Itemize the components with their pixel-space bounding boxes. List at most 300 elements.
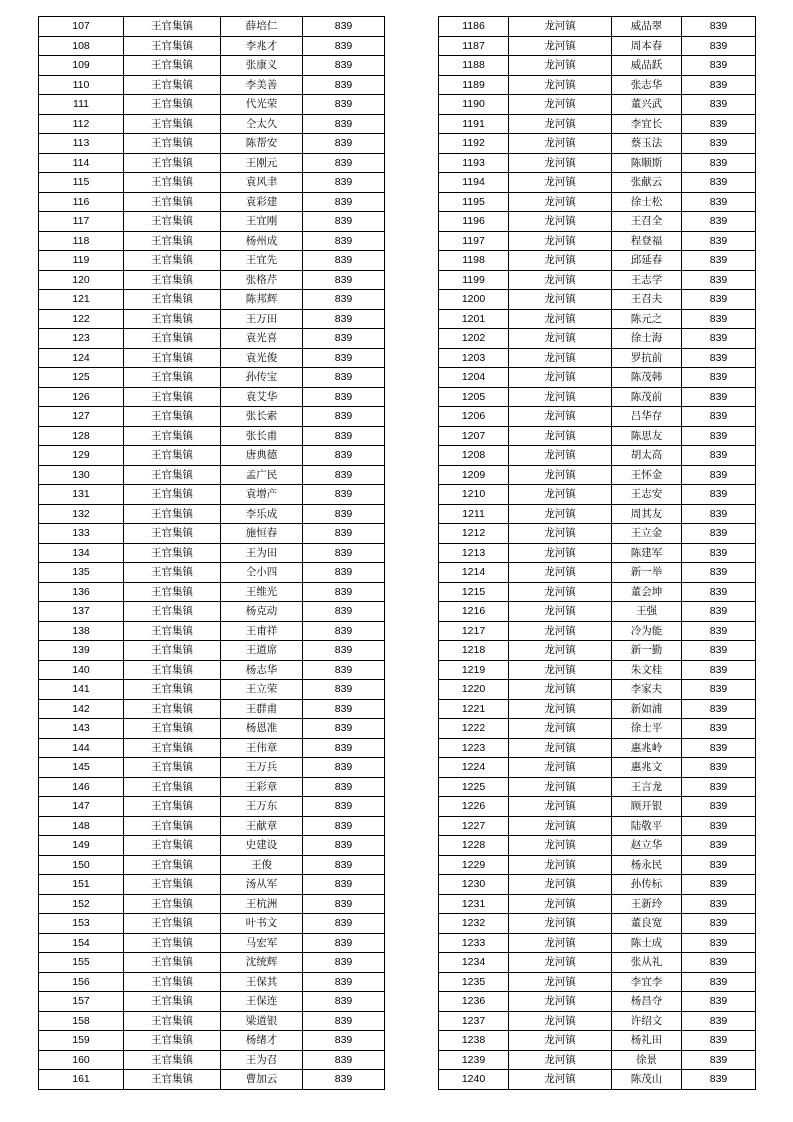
- amount-cell: 839: [303, 563, 385, 583]
- town-cell: 王官集镇: [124, 387, 221, 407]
- amount-cell: 839: [303, 1070, 385, 1090]
- name-cell: 赵立华: [612, 836, 682, 856]
- serial-number-cell: 1186: [439, 17, 509, 37]
- serial-number-cell: 156: [39, 972, 124, 992]
- table-row: [439, 758, 756, 778]
- town-cell: 王官集镇: [124, 797, 221, 817]
- town-cell: 王官集镇: [124, 894, 221, 914]
- amount-cell: 839: [682, 95, 756, 115]
- amount-cell: 839: [303, 543, 385, 563]
- table-row: [439, 621, 756, 641]
- name-cell: 仝小四: [221, 563, 303, 583]
- amount-cell: 839: [303, 407, 385, 427]
- table-row: [439, 933, 756, 953]
- amount-cell: 839: [682, 75, 756, 95]
- name-cell: 王强: [612, 602, 682, 622]
- table-row: [439, 387, 756, 407]
- amount-cell: 839: [682, 972, 756, 992]
- town-cell: 龙河镇: [509, 231, 612, 251]
- table-row: [39, 543, 385, 563]
- town-cell: 王官集镇: [124, 660, 221, 680]
- table-row: [39, 446, 385, 466]
- town-cell: 王官集镇: [124, 329, 221, 349]
- name-cell: 陈茂山: [612, 1070, 682, 1090]
- serial-number-cell: 151: [39, 875, 124, 895]
- serial-number-cell: 1187: [439, 36, 509, 56]
- table-row: [439, 953, 756, 973]
- town-cell: 王官集镇: [124, 680, 221, 700]
- town-cell: 龙河镇: [509, 212, 612, 232]
- serial-number-cell: 1227: [439, 816, 509, 836]
- amount-cell: 839: [303, 602, 385, 622]
- town-cell: 王官集镇: [124, 1050, 221, 1070]
- name-cell: 陈茂韩: [612, 368, 682, 388]
- name-cell: 董良宽: [612, 914, 682, 934]
- name-cell: 杨昌夺: [612, 992, 682, 1012]
- serial-number-cell: 1232: [439, 914, 509, 934]
- name-cell: 威品跃: [612, 56, 682, 76]
- amount-cell: 839: [682, 524, 756, 544]
- serial-number-cell: 1193: [439, 153, 509, 173]
- serial-number-cell: 121: [39, 290, 124, 310]
- town-cell: 王官集镇: [124, 582, 221, 602]
- town-cell: 王官集镇: [124, 17, 221, 37]
- table-row: [39, 231, 385, 251]
- amount-cell: 839: [682, 543, 756, 563]
- town-cell: 龙河镇: [509, 407, 612, 427]
- amount-cell: 839: [682, 114, 756, 134]
- serial-number-cell: 108: [39, 36, 124, 56]
- table-row: [439, 212, 756, 232]
- serial-number-cell: 118: [39, 231, 124, 251]
- town-cell: 王官集镇: [124, 738, 221, 758]
- table-row: [39, 933, 385, 953]
- name-cell: 杨恩准: [221, 719, 303, 739]
- serial-number-cell: 141: [39, 680, 124, 700]
- town-cell: 王官集镇: [124, 777, 221, 797]
- table-row: [439, 504, 756, 524]
- name-cell: 张从礼: [612, 953, 682, 973]
- name-cell: 马宏军: [221, 933, 303, 953]
- town-cell: 王官集镇: [124, 621, 221, 641]
- table-row: [39, 153, 385, 173]
- serial-number-cell: 1222: [439, 719, 509, 739]
- table-row: [39, 777, 385, 797]
- table-row: [439, 270, 756, 290]
- town-cell: 龙河镇: [509, 309, 612, 329]
- town-cell: 王官集镇: [124, 933, 221, 953]
- table-row: [439, 855, 756, 875]
- table-row: [439, 1031, 756, 1051]
- table-row: [39, 17, 385, 37]
- table-row: [439, 368, 756, 388]
- roster-table-left: [38, 16, 385, 1090]
- amount-cell: 839: [682, 485, 756, 505]
- serial-number-cell: 144: [39, 738, 124, 758]
- table-row: [439, 660, 756, 680]
- name-cell: 杨礼田: [612, 1031, 682, 1051]
- serial-number-cell: 111: [39, 95, 124, 115]
- amount-cell: 839: [303, 387, 385, 407]
- table-row: [439, 543, 756, 563]
- amount-cell: 839: [682, 348, 756, 368]
- town-cell: 龙河镇: [509, 875, 612, 895]
- name-cell: 李家夫: [612, 680, 682, 700]
- serial-number-cell: 153: [39, 914, 124, 934]
- table-row: [39, 621, 385, 641]
- amount-cell: 839: [682, 36, 756, 56]
- table-row: [39, 485, 385, 505]
- table-row: [439, 1011, 756, 1031]
- name-cell: 李乐成: [221, 504, 303, 524]
- serial-number-cell: 1203: [439, 348, 509, 368]
- table-row: [439, 309, 756, 329]
- town-cell: 王官集镇: [124, 524, 221, 544]
- roster-table-right-body: [439, 17, 756, 1090]
- amount-cell: 839: [303, 738, 385, 758]
- amount-cell: 839: [303, 875, 385, 895]
- name-cell: 董兴武: [612, 95, 682, 115]
- serial-number-cell: 1217: [439, 621, 509, 641]
- town-cell: 王官集镇: [124, 309, 221, 329]
- name-cell: 许绍文: [612, 1011, 682, 1031]
- amount-cell: 839: [303, 797, 385, 817]
- serial-number-cell: 161: [39, 1070, 124, 1090]
- table-row: [39, 738, 385, 758]
- town-cell: 王官集镇: [124, 1070, 221, 1090]
- amount-cell: 839: [682, 602, 756, 622]
- amount-cell: 839: [682, 192, 756, 212]
- name-cell: 史建设: [221, 836, 303, 856]
- name-cell: 王为田: [221, 543, 303, 563]
- name-cell: 张长甫: [221, 426, 303, 446]
- table-row: [39, 387, 385, 407]
- town-cell: 龙河镇: [509, 758, 612, 778]
- table-row: [39, 816, 385, 836]
- serial-number-cell: 1188: [439, 56, 509, 76]
- serial-number-cell: 1238: [439, 1031, 509, 1051]
- table-row: [439, 75, 756, 95]
- town-cell: 龙河镇: [509, 894, 612, 914]
- serial-number-cell: 149: [39, 836, 124, 856]
- name-cell: 张献云: [612, 173, 682, 193]
- serial-number-cell: 133: [39, 524, 124, 544]
- name-cell: 代光荣: [221, 95, 303, 115]
- serial-number-cell: 1207: [439, 426, 509, 446]
- name-cell: 仝太久: [221, 114, 303, 134]
- serial-number-cell: 1209: [439, 465, 509, 485]
- amount-cell: 839: [303, 134, 385, 154]
- table-row: [439, 816, 756, 836]
- amount-cell: 839: [303, 699, 385, 719]
- town-cell: 王官集镇: [124, 914, 221, 934]
- name-cell: 孟广民: [221, 465, 303, 485]
- serial-number-cell: 1197: [439, 231, 509, 251]
- amount-cell: 839: [682, 660, 756, 680]
- serial-number-cell: 123: [39, 329, 124, 349]
- serial-number-cell: 1224: [439, 758, 509, 778]
- town-cell: 龙河镇: [509, 114, 612, 134]
- serial-number-cell: 158: [39, 1011, 124, 1031]
- name-cell: 冷为能: [612, 621, 682, 641]
- town-cell: 王官集镇: [124, 446, 221, 466]
- town-cell: 王官集镇: [124, 485, 221, 505]
- serial-number-cell: 1239: [439, 1050, 509, 1070]
- table-row: [439, 777, 756, 797]
- name-cell: 新一勤: [612, 641, 682, 661]
- table-row: [439, 1050, 756, 1070]
- amount-cell: 839: [303, 465, 385, 485]
- table-row: [39, 1031, 385, 1051]
- name-cell: 陆敬平: [612, 816, 682, 836]
- serial-number-cell: 138: [39, 621, 124, 641]
- amount-cell: 839: [303, 777, 385, 797]
- serial-number-cell: 152: [39, 894, 124, 914]
- serial-number-cell: 143: [39, 719, 124, 739]
- table-row: [39, 524, 385, 544]
- name-cell: 王甫祥: [221, 621, 303, 641]
- name-cell: 袁光俊: [221, 348, 303, 368]
- town-cell: 王官集镇: [124, 95, 221, 115]
- amount-cell: 839: [682, 641, 756, 661]
- name-cell: 周其友: [612, 504, 682, 524]
- town-cell: 王官集镇: [124, 114, 221, 134]
- amount-cell: 839: [303, 933, 385, 953]
- table-row: [39, 192, 385, 212]
- serial-number-cell: 124: [39, 348, 124, 368]
- amount-cell: 839: [303, 17, 385, 37]
- name-cell: 王召夫: [612, 290, 682, 310]
- table-row: [439, 173, 756, 193]
- serial-number-cell: 1229: [439, 855, 509, 875]
- town-cell: 王官集镇: [124, 426, 221, 446]
- amount-cell: 839: [303, 446, 385, 466]
- serial-number-cell: 134: [39, 543, 124, 563]
- town-cell: 王官集镇: [124, 368, 221, 388]
- name-cell: 李宜长: [612, 114, 682, 134]
- amount-cell: 839: [682, 231, 756, 251]
- amount-cell: 839: [303, 524, 385, 544]
- amount-cell: 839: [682, 953, 756, 973]
- amount-cell: 839: [682, 1031, 756, 1051]
- amount-cell: 839: [682, 387, 756, 407]
- amount-cell: 839: [303, 212, 385, 232]
- name-cell: 王怀金: [612, 465, 682, 485]
- amount-cell: 839: [303, 329, 385, 349]
- serial-number-cell: 1204: [439, 368, 509, 388]
- name-cell: 唐典德: [221, 446, 303, 466]
- town-cell: 王官集镇: [124, 270, 221, 290]
- amount-cell: 839: [682, 758, 756, 778]
- town-cell: 王官集镇: [124, 173, 221, 193]
- name-cell: 杨志华: [221, 660, 303, 680]
- town-cell: 龙河镇: [509, 56, 612, 76]
- town-cell: 龙河镇: [509, 914, 612, 934]
- town-cell: 龙河镇: [509, 465, 612, 485]
- serial-number-cell: 1206: [439, 407, 509, 427]
- name-cell: 徐士松: [612, 192, 682, 212]
- table-row: [39, 953, 385, 973]
- amount-cell: 839: [303, 836, 385, 856]
- amount-cell: 839: [682, 816, 756, 836]
- town-cell: 龙河镇: [509, 660, 612, 680]
- town-cell: 龙河镇: [509, 855, 612, 875]
- amount-cell: 839: [682, 992, 756, 1012]
- town-cell: 龙河镇: [509, 290, 612, 310]
- table-row: [439, 836, 756, 856]
- table-row: [39, 270, 385, 290]
- town-cell: 龙河镇: [509, 953, 612, 973]
- table-row: [439, 582, 756, 602]
- serial-number-cell: 113: [39, 134, 124, 154]
- table-row: [439, 231, 756, 251]
- table-row: [439, 251, 756, 271]
- amount-cell: 839: [682, 1011, 756, 1031]
- name-cell: 吕华存: [612, 407, 682, 427]
- amount-cell: 839: [682, 251, 756, 271]
- serial-number-cell: 1208: [439, 446, 509, 466]
- table-row: [439, 17, 756, 37]
- serial-number-cell: 115: [39, 173, 124, 193]
- name-cell: 惠兆岭: [612, 738, 682, 758]
- town-cell: 龙河镇: [509, 426, 612, 446]
- table-row: [439, 465, 756, 485]
- town-cell: 王官集镇: [124, 36, 221, 56]
- amount-cell: 839: [303, 114, 385, 134]
- amount-cell: 839: [682, 407, 756, 427]
- name-cell: 王彩章: [221, 777, 303, 797]
- amount-cell: 839: [682, 621, 756, 641]
- serial-number-cell: 119: [39, 251, 124, 271]
- amount-cell: 839: [682, 914, 756, 934]
- serial-number-cell: 120: [39, 270, 124, 290]
- name-cell: 张志华: [612, 75, 682, 95]
- name-cell: 王言龙: [612, 777, 682, 797]
- amount-cell: 839: [682, 1070, 756, 1090]
- table-row: [439, 56, 756, 76]
- table-row: [39, 95, 385, 115]
- town-cell: 龙河镇: [509, 251, 612, 271]
- name-cell: 新一举: [612, 563, 682, 583]
- table-row: [39, 563, 385, 583]
- amount-cell: 839: [682, 329, 756, 349]
- amount-cell: 839: [303, 192, 385, 212]
- town-cell: 龙河镇: [509, 777, 612, 797]
- name-cell: 王保连: [221, 992, 303, 1012]
- name-cell: 陈士成: [612, 933, 682, 953]
- serial-number-cell: 1211: [439, 504, 509, 524]
- table-row: [439, 407, 756, 427]
- serial-number-cell: 112: [39, 114, 124, 134]
- name-cell: 李宜李: [612, 972, 682, 992]
- serial-number-cell: 140: [39, 660, 124, 680]
- town-cell: 龙河镇: [509, 836, 612, 856]
- name-cell: 王立荣: [221, 680, 303, 700]
- town-cell: 龙河镇: [509, 95, 612, 115]
- town-cell: 龙河镇: [509, 563, 612, 583]
- amount-cell: 839: [682, 894, 756, 914]
- table-row: [439, 641, 756, 661]
- town-cell: 龙河镇: [509, 368, 612, 388]
- serial-number-cell: 1231: [439, 894, 509, 914]
- town-cell: 王官集镇: [124, 855, 221, 875]
- amount-cell: 839: [303, 660, 385, 680]
- serial-number-cell: 127: [39, 407, 124, 427]
- table-row: [439, 114, 756, 134]
- serial-number-cell: 129: [39, 446, 124, 466]
- name-cell: 施恒春: [221, 524, 303, 544]
- serial-number-cell: 117: [39, 212, 124, 232]
- town-cell: 龙河镇: [509, 797, 612, 817]
- name-cell: 袁艾华: [221, 387, 303, 407]
- table-row: [439, 95, 756, 115]
- town-cell: 龙河镇: [509, 348, 612, 368]
- town-cell: 王官集镇: [124, 348, 221, 368]
- amount-cell: 839: [303, 1011, 385, 1031]
- serial-number-cell: 137: [39, 602, 124, 622]
- serial-number-cell: 1189: [439, 75, 509, 95]
- amount-cell: 839: [682, 680, 756, 700]
- town-cell: 王官集镇: [124, 758, 221, 778]
- amount-cell: 839: [303, 855, 385, 875]
- name-cell: 张康义: [221, 56, 303, 76]
- serial-number-cell: 1190: [439, 95, 509, 115]
- town-cell: 龙河镇: [509, 173, 612, 193]
- amount-cell: 839: [682, 446, 756, 466]
- amount-cell: 839: [303, 36, 385, 56]
- roster-table-left-body: [39, 17, 385, 1090]
- table-row: [39, 1050, 385, 1070]
- table-row: [39, 36, 385, 56]
- table-row: [439, 992, 756, 1012]
- name-cell: 陈顺斯: [612, 153, 682, 173]
- town-cell: 龙河镇: [509, 641, 612, 661]
- serial-number-cell: 1228: [439, 836, 509, 856]
- table-row: [439, 972, 756, 992]
- name-cell: 徐景: [612, 1050, 682, 1070]
- serial-number-cell: 1213: [439, 543, 509, 563]
- amount-cell: 839: [303, 95, 385, 115]
- table-row: [39, 329, 385, 349]
- amount-cell: 839: [303, 953, 385, 973]
- name-cell: 王志学: [612, 270, 682, 290]
- amount-cell: 839: [303, 231, 385, 251]
- name-cell: 王万田: [221, 309, 303, 329]
- table-row: [439, 563, 756, 583]
- town-cell: 王官集镇: [124, 563, 221, 583]
- town-cell: 王官集镇: [124, 875, 221, 895]
- table-row: [39, 426, 385, 446]
- name-cell: 徐士海: [612, 329, 682, 349]
- amount-cell: 839: [303, 309, 385, 329]
- amount-cell: 839: [303, 582, 385, 602]
- amount-cell: 839: [303, 504, 385, 524]
- serial-number-cell: 130: [39, 465, 124, 485]
- amount-cell: 839: [303, 368, 385, 388]
- serial-number-cell: 1237: [439, 1011, 509, 1031]
- serial-number-cell: 1198: [439, 251, 509, 271]
- serial-number-cell: 1192: [439, 134, 509, 154]
- town-cell: 龙河镇: [509, 75, 612, 95]
- table-row: [439, 446, 756, 466]
- amount-cell: 839: [303, 153, 385, 173]
- town-cell: 王官集镇: [124, 290, 221, 310]
- town-cell: 龙河镇: [509, 972, 612, 992]
- amount-cell: 839: [303, 348, 385, 368]
- serial-number-cell: 1223: [439, 738, 509, 758]
- town-cell: 龙河镇: [509, 738, 612, 758]
- table-row: [439, 153, 756, 173]
